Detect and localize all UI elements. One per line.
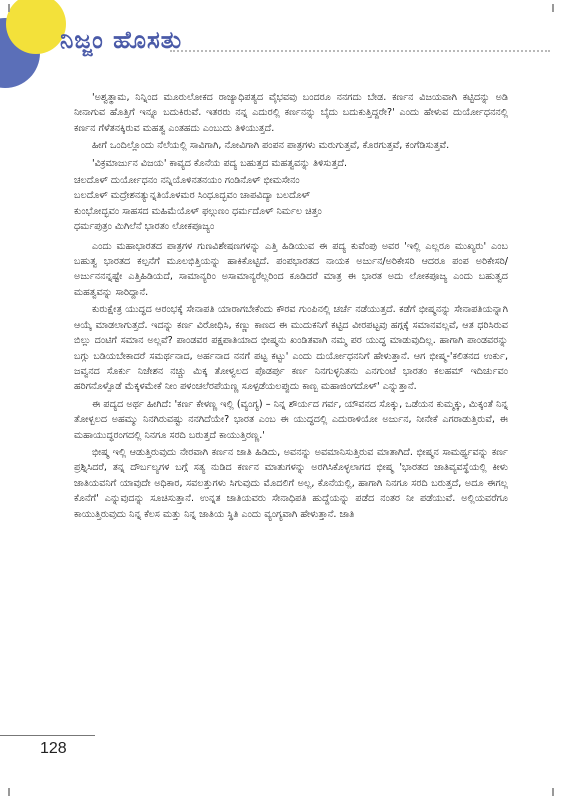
page-header-title: ನಿಜ್ಜಂ ಹೊಸತು <box>60 26 183 54</box>
poem-line: ಕುಂಭೋದ್ಭವಂ ಸಾಹಸದ ಮಹಿಮೆಯೊಳ್ ಫಲ್ಗುಣಂ ಧರ್ಮದೊಳ್ ನಿರ್ಮಲ ಚಿತ್ತಂ <box>74 205 322 217</box>
header-dotted-rule <box>170 50 550 52</box>
paragraph: ಎಂದು ಮಹಾಭಾರತದ ಪಾತ್ರಗಳ ಗುಣವಿಶೇಷಣಗಳನ್ನು ಎತ್ತಿ ಹಿಡಿಯುವ ಈ ಪದ್ಯ ಕುವೆಂಪು ಅವರ 'ಇಲ್ಲಿ ಎಲ್ಲರೂ ಮುಖ್ಯರು' ಎಂಬ ಬಹುತ್ವ ಭಾರತದ ಕಲ್ಪನೆಗೆ ಮೂಲಭಿತ್ತಿಯನ್ನು ಹಾಕಿಕೊಟ್ಟಿದೆ. ಪಂಪಭಾರತದ ನಾಯಕ ಅರ್ಜುನ/ಅರಿಕೇಸರಿ ಆದರೂ ಪಂಪ ಅರಿಕೇಸರಿ/ ಅರ್ಜುನನನ್ನಷ್ಟೇ ಎತ್ತಿಹಿಡಿಯದೆ, ಸಾಮಾನ್ಯರಿಂ ಅಸಾಮಾನ್ಯರೆಲ್ಲರಿಂದ ಕೂಡಿದರೆ ಮಾತ್ರ ಈ ಭಾರತ ಅದು ಲೋಕಪೂಜ್ಯ ಎಂದು ಬಹುತ್ವದ ಮಹತ್ವವನ್ನು ಸಾರಿದ್ದಾನೆ. <box>74 240 508 298</box>
page-number: 128 <box>40 740 67 757</box>
poem-line: ಬಲದೊಳ್ ಮದ್ರೇಶನತ್ಯುನ್ನತಿಯೊಳಮರ ಸಿಂಧೂದ್ಭವಂ ಚಾಪವಿದ್ಯಾ ಬಲದೊಳ್ <box>74 190 311 202</box>
footer-rule <box>0 735 95 736</box>
paragraph: 'ಅಶ್ವತ್ಥಾಮ, ನಿನ್ನಿಂದ ಮೂರುಲೋಕದ ರಾಜ್ಯಾಧಿಪತ್ಯದ ವೈಭವವು ಬಂದರೂ ನನಗದು ಬೇಡ. ಕರ್ಣನ ವಿಜಯವಾಗಿ ಕಟ್ಟಿದನ್ನು ಅಡಿ ನೀನಾಗುವ ಹೊತ್ತಿಗೆ ಇನ್ನೂ ಬದುಕಿರುವೆ. ಇತರರು ನನ್ನ ಎದುರಲ್ಲಿ ಕರ್ಣನನ್ನು ಬೈದು ಬದುಕುತ್ತಿದ್ದರೇ?' ಎಂದು ಹೇಳುವ ದುರ್ಯೋಧನನಲ್ಲಿ ಕರ್ಣನ ಗೆಳೆತನಕ್ಕಿರುವ ಮಹತ್ವ ಎಂತಹದು ಎಂಬುದು ತಿಳಿಯುತ್ತದೆ. <box>74 92 508 134</box>
poem-line: ಧರ್ಮಪುತ್ರಂ ಮಿಗಿಲೆನೆ ಭಾರತಂ ಲೋಕಪೂಜ್ಯಂ <box>74 221 215 233</box>
decorative-yellow-circle <box>6 0 66 54</box>
crop-mark <box>8 4 10 12</box>
paragraph: 'ವಿಕ್ರಮಾರ್ಜುನ ವಿಜಯ' ಕಾವ್ಯದ ಕೊನೆಯ ಪದ್ಯ ಬಹುತ್ತದ ಮಹತ್ವವನ್ನು ತಿಳಿಸುತ್ತದೆ. <box>92 157 348 169</box>
crop-mark <box>8 788 10 796</box>
body-text <box>74 90 508 524</box>
paragraph: ಕುರುಕ್ಷೇತ್ರ ಯುದ್ಧದ ಆರಂಭಕ್ಕೆ ಸೇನಾಪತಿ ಯಾರಾಗಬೇಕೆಂದು ಕೌರವ ಗುಂಪಿನಲ್ಲಿ ಚರ್ಚೆ ನಡೆಯುತ್ತದೆ. ಕಡೆಗೆ ಭೀಷ್ಮನನ್ನು ಸೇನಾಪತಿಯನ್ನಾಗಿ ಆಯ್ಕೆ ಮಾಡಲಾಗುತ್ತದೆ. ಇದನ್ನು ಕರ್ಣ ವಿರೋಧಿಸಿ, ಕಣ್ಣು ಕಾಣದ ಈ ಮುದುಕನಿಗೆ ಕಟ್ಟಿದ ವೀರಪಟ್ಟವು ಹಗ್ಗಕ್ಕೆ ಸಮಾನವಲ್ಲವೆ, ಆತ ಧರಿಸಿರುವ ಬಿಲ್ಲು ದಂಟಿಗೆ ಸಮಾನ ಅಲ್ಲವೆ? ಪಾಂಡವರ ಪಕ್ಷಪಾತಿಯಾದ ಭೀಷ್ಮನು ಖಂಡಿತವಾಗಿ ನಮ್ಮ ಪರ ಯುದ್ಧ ಮಾಡುವುದಿಲ್ಲ. ಹಾಗಾಗಿ ಪಾಂಡವರನ್ನು ಬಗ್ಗು ಬಡಿಯಬೇಕಾದರೆ ಸಮರ್ಥನಾದ, ಅರ್ಹನಾದ ನನಗೆ ಪಟ್ಟ ಕಟ್ಟು' ಎಂದು ದುರ್ಯೋಧನನಿಗೆ ಹೇಳುತ್ತಾನೆ. ಆಗ ಭೀಷ್ಮ-'ಕಲಿತನದ ಉರ್ಕು, ಜವ್ವನದ ಸೊರ್ಕು ನಿಜೇಶನ ನಚ್ಚು ಮಿಕ್ಕ ತೋಳ್ವಲದ ಪೊಡರ್ಪು ಕರ್ಣ ನಿನಗುಳ್ಳನಿತನು ಎನಗುಂಟೆ ಭಾರತಂ ಕಲಹಮ್ ಇದಿರ್ಚುವಂ ಹರಿಗನೊಳ್ಪೊಡೆ ಮೆಕ್ಕಳಮೇಕೆ ನೀಂ ಪಳಂಚಲೆರಪೆಯಣ್ಣ ಸೂಳ್ಪಡೆಯಲಪ್ಪುದು ಕಾಣ್ಬ ಮಹಾಜಿಂಗದೊಳ್' ಎನ್ನುತ್ತಾನೆ. <box>74 304 508 393</box>
crop-mark <box>552 4 554 12</box>
poem-line: ಚಲದೊಳ್ ದುರ್ಯೋಧನಂ ನನ್ನಿಯೊಳಿನತನಯಂ ಗಂಡಿನೊಳ್ ಭೀಮಸೇನಂ <box>74 175 300 187</box>
paragraph: ಹೀಗೆ ಒಂದಿಲ್ಲೊಂದು ನೆಲೆಯಲ್ಲಿ ಸಾವಿಗಾಗಿ, ನೋವಿಗಾಗಿ ಪಂಪನ ಪಾತ್ರಗಳು ಮರುಗುತ್ತವೆ, ಕೊರಗುತ್ತವೆ, ಕಂಗೆಡಿಸುತ್ತವೆ. <box>92 140 450 152</box>
paragraph: ಭೀಷ್ಮ ಇಲ್ಲಿ ಆಡುತ್ತಿರುವುದು ನೇರವಾಗಿ ಕರ್ಣನ ಜಾತಿ ಹಿಡಿದು, ಅವನನ್ನು ಅವಮಾನಿಸುತ್ತಿರುವ ಮಾತಾಗಿದೆ. ಭೀಷ್ಮನ ಸಾಮರ್ಥ್ಯವನ್ನು ಕರ್ಣ ಪ್ರಶ್ನಿಸಿದರೆ, ತನ್ನ ದೌರ್ಬಲ್ಯಗಳ ಬಗ್ಗೆ ಸತ್ಯ ನುಡಿದ ಕರ್ಣನ ಮಾತುಗಳನ್ನು ಅರಗಿಸಿಕೊಳ್ಳಲಾಗದ ಭೀಷ್ಮ 'ಭಾರತದ ಜಾತಿವ್ಯವಸ್ಥೆಯಲ್ಲಿ ಕೀಳು ಜಾತಿಯವನಿಗೆ ಯಾವುದೇ ಅಧಿಕಾರ, ಸವಲತ್ತುಗಳು ಸಿಗುವುದು ಮೊದಲಿಗೆ ಅಲ್ಲ, ಕೊನೆಯಲ್ಲಿ, ಹಾಗಾಗಿ ನಿನಗೂ ಸರದಿ ಬರುತ್ತದೆ, ಅದೂ ಈಗಲ್ಲ ಕೊನೆಗೆ' ಎನ್ನುವುದನ್ನು ಸೂಚಿಸುತ್ತಾನೆ. ಉನ್ನತ ಜಾತಿಯವರು ಸೇನಾಧಿಪತಿ ಹುದ್ದೆಯನ್ನು ಪಡೆದ ನಂತರ ನೀ ಪಡೆಯುವೆ. ಅಲ್ಲಿಯವರೆಗೂ ಕಾಯುತ್ತಿರುವುದು ನಿನ್ನ ಕೆಲಸ ಮತ್ತು ನಿನ್ನ ಜಾತಿಯ ಸ್ಥಿತಿ ಎಂದು ವ್ಯಂಗ್ಯವಾಗಿ ಹೇಳುತ್ತಾನೆ. ಜಾತಿ <box>74 446 508 520</box>
paragraph: ಈ ಪದ್ಯದ ಅರ್ಥ ಹೀಗಿದೆ: 'ಕರ್ಣ ಕೇಳಣ್ಣ ಇಲ್ಲಿ (ವ್ಯಂಗ್ಯ) – ನಿನ್ನ ಶೌರ್ಯದ ಗರ್ವ, ಯೌವನದ ಸೊಕ್ಕು, ಒಡೆಯನ ಕುಮ್ಮಕ್ಕು, ಮಿಕ್ಕಂತೆ ನಿನ್ನ ತೋಳ್ಬಲದ ಅಹಮ್ಮು ನಿನಗಿರುವಷ್ಟು ನನಗಿದೆಯೇ? ಭಾರತ ಎಂಬ ಈ ಯುದ್ಧದಲ್ಲಿ ಎದುರಾಳಿಯೋ ಅರ್ಜುನ, ನೀನೇಕೆ ಎಗರಾಡುತ್ತಿರುವೆ, ಈ ಮಹಾಯುದ್ಧರಂಗದಲ್ಲಿ ನಿನಗೂ ಸರದಿ ಬರುತ್ತದೆ ಕಾಯುತ್ತಿರಣ್ಣ.' <box>74 398 508 441</box>
poem-block <box>74 173 508 235</box>
crop-mark <box>552 788 554 796</box>
